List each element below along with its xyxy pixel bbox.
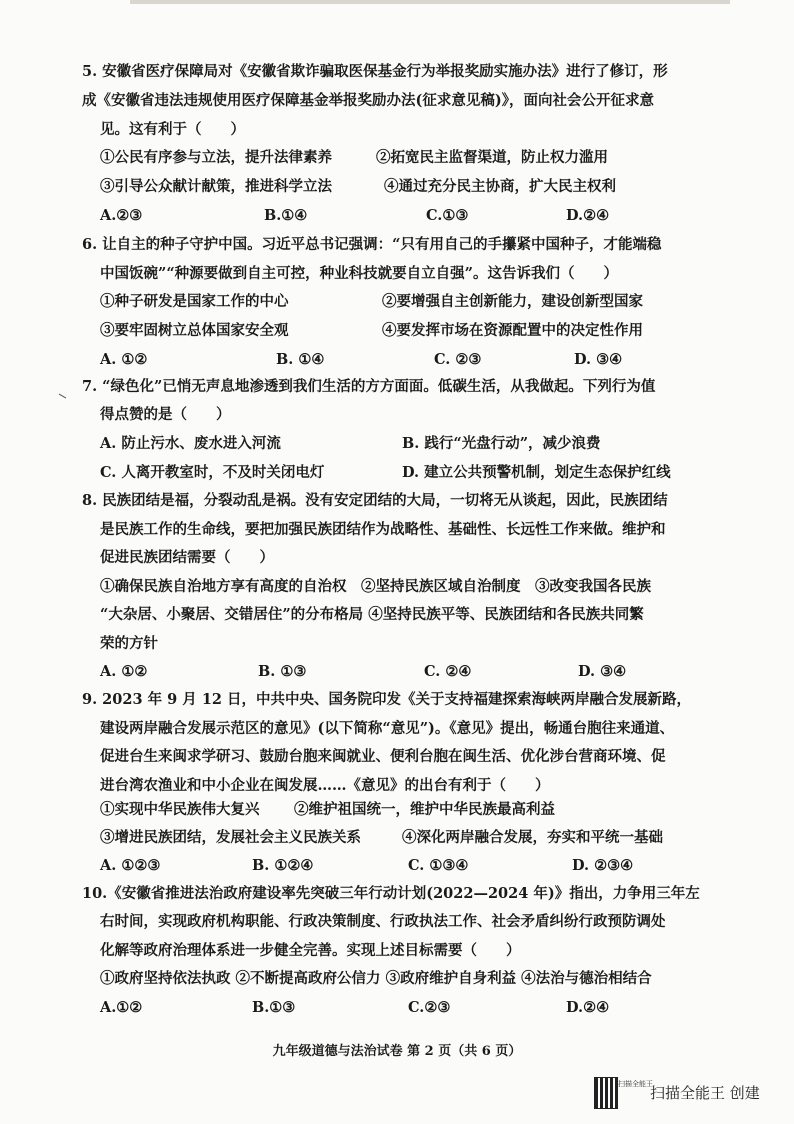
statement-2: ②维护祖国统一，维护中华民族最高利益	[294, 801, 555, 818]
option-b: B. ①②④	[252, 857, 314, 874]
statements-line: “大杂居、小聚居、交错居住”的分布格局 ④坚持民族平等、民族团结和各民族共同繁	[100, 606, 644, 623]
statements-line: ①确保民族自治地方享有高度的自治权 ②坚持民族区域自治制度 ③改变我国各民族	[100, 578, 651, 595]
option-a: A. ①②	[100, 351, 148, 368]
question-stem-line: 建设两岸融合发展示范区的意见》(以下简称“意见”)。《意见》提出，畅通台胞往来通道、	[100, 720, 675, 737]
watermark-logo-text: 扫描全能王	[618, 1080, 653, 1088]
statement-4: ④要发挥市场在资源配置中的决定性作用	[382, 322, 643, 339]
option-c: C. ②④	[424, 663, 472, 680]
statement-3: ③增进民族团结，发展社会主义民族关系	[100, 829, 361, 846]
statement-1: ①实现中华民族伟大复兴	[100, 801, 260, 818]
option-d: D. ③④	[578, 663, 627, 680]
option-d: D. 建立公共预警机制，划定生态保护红线	[402, 464, 671, 481]
option-a: A.①②	[100, 999, 143, 1016]
scan-top-edge	[130, 0, 730, 4]
statements-line: 荣的方针	[100, 635, 158, 652]
question-stem-line: 8. 民族团结是福，分裂动乱是祸。没有安定团结的大局，一切将无从谈起，因此，民族团结	[82, 492, 668, 509]
question-stem-line: 是民族工作的生命线，要把加强民族团结作为战略性、基础性、长远性工作来做。维护和	[100, 521, 666, 538]
option-d: D.②④	[566, 207, 610, 224]
question-stem-line: 中国饭碗”“种源要做到自主可控，种业科技就要自立自强”。这告诉我们（ ）	[100, 265, 619, 282]
option-a: A.②③	[100, 207, 143, 224]
question-stem-line: 促进民族团结需要（ ）	[100, 549, 274, 566]
question-stem-line: 见。这有利于（ ）	[100, 121, 245, 138]
statement-2: ②要增强自主创新能力，建设创新型国家	[382, 293, 643, 310]
option-a: A. ①②	[100, 663, 148, 680]
option-b: B.①④	[264, 207, 308, 224]
question-stem-line: 促进台生来闽求学研习、鼓励台胞来闽就业、便利台胞在闽生活、优化涉台营商环境、促	[100, 748, 666, 765]
statement-1: ①公民有序参与立法，提升法律素养	[100, 149, 332, 166]
option-c: C.②③	[408, 999, 451, 1016]
statement-1: ①种子研发是国家工作的中心	[100, 293, 289, 310]
question-stem-line: 成《安徽省违法违规使用医疗保障基金举报奖励办法(征求意见稿)》，面向社会公开征求意	[82, 92, 654, 109]
statements-line: ①政府坚持依法执政 ②不断提高政府公信力 ③政府维护自身利益 ④法治与德治相结合	[100, 970, 652, 987]
pen-mark	[59, 388, 69, 398]
option-b: B.①③	[252, 999, 296, 1016]
option-c: C. 人离开教室时，不及时关闭电灯	[100, 464, 325, 481]
statement-2: ②拓宽民主监督渠道，防止权力滥用	[376, 149, 608, 166]
option-b: B. 践行“光盘行动”，减少浪费	[402, 435, 601, 452]
option-a: A. 防止污水、废水进入河流	[100, 435, 281, 452]
statement-4: ④通过充分民主协商，扩大民主权利	[384, 178, 616, 195]
question-stem-line: 7. “绿色化”已悄无声息地渗透到我们生活的方方面面。低碳生活，从我做起。下列行为值	[82, 378, 656, 395]
question-stem-line: 9. 2023 年 9 月 12 日，中共中央、国务院印发《关于支持福建探索海峡两岸融合发展新路，	[82, 691, 692, 708]
option-a: A. ①②③	[100, 857, 161, 874]
page-footer: 九年级道德与法治试卷 第 2 页（共 6 页）	[272, 1044, 522, 1059]
option-d: D.②④	[566, 999, 610, 1016]
question-stem-line: 右时间，实现政府机构职能、行政决策制度、行政执法工作、社会矛盾纠纷行政预防调处	[100, 913, 666, 930]
qr-code-icon	[594, 1077, 618, 1109]
question-stem-line: 5. 安徽省医疗保障局对《安徽省欺诈骗取医保基金行为举报奖励实施办法》进行了修订，形	[82, 63, 668, 80]
statement-3: ③引导公众献计献策，推进科学立法	[100, 178, 332, 195]
option-b: B. ①③	[258, 663, 307, 680]
option-d: D. ②③④	[572, 857, 634, 874]
statement-4: ④深化两岸融合发展，夯实和平统一基础	[402, 829, 663, 846]
question-stem-line: 得点赞的是（ ）	[100, 406, 231, 423]
scanner-watermark: 扫描全能王 创建	[650, 1084, 760, 1102]
option-c: C. ②③	[434, 351, 482, 368]
question-stem-line: 10.《安徽省推进法治政府建设率先突破三年行动计划(2022—2024 年)》指出，力争用三年左	[82, 885, 700, 902]
option-c: C.①③	[426, 207, 469, 224]
option-b: B. ①④	[276, 351, 325, 368]
question-stem-line: 化解等政府治理体系进一步健全完善。实现上述目标需要（ ）	[100, 942, 521, 959]
question-stem-line: 6. 让自主的种子守护中国。习近平总书记强调：“只有用自己的手攥紧中国种子，才能端稳	[82, 236, 662, 253]
question-stem-line: 进台湾农渔业和中小企业在闽发展……《意见》的出台有利于（ ）	[100, 777, 550, 794]
option-d: D. ③④	[574, 351, 623, 368]
statement-3: ③要牢固树立总体国家安全观	[100, 322, 289, 339]
option-c: C. ①③④	[408, 857, 469, 874]
